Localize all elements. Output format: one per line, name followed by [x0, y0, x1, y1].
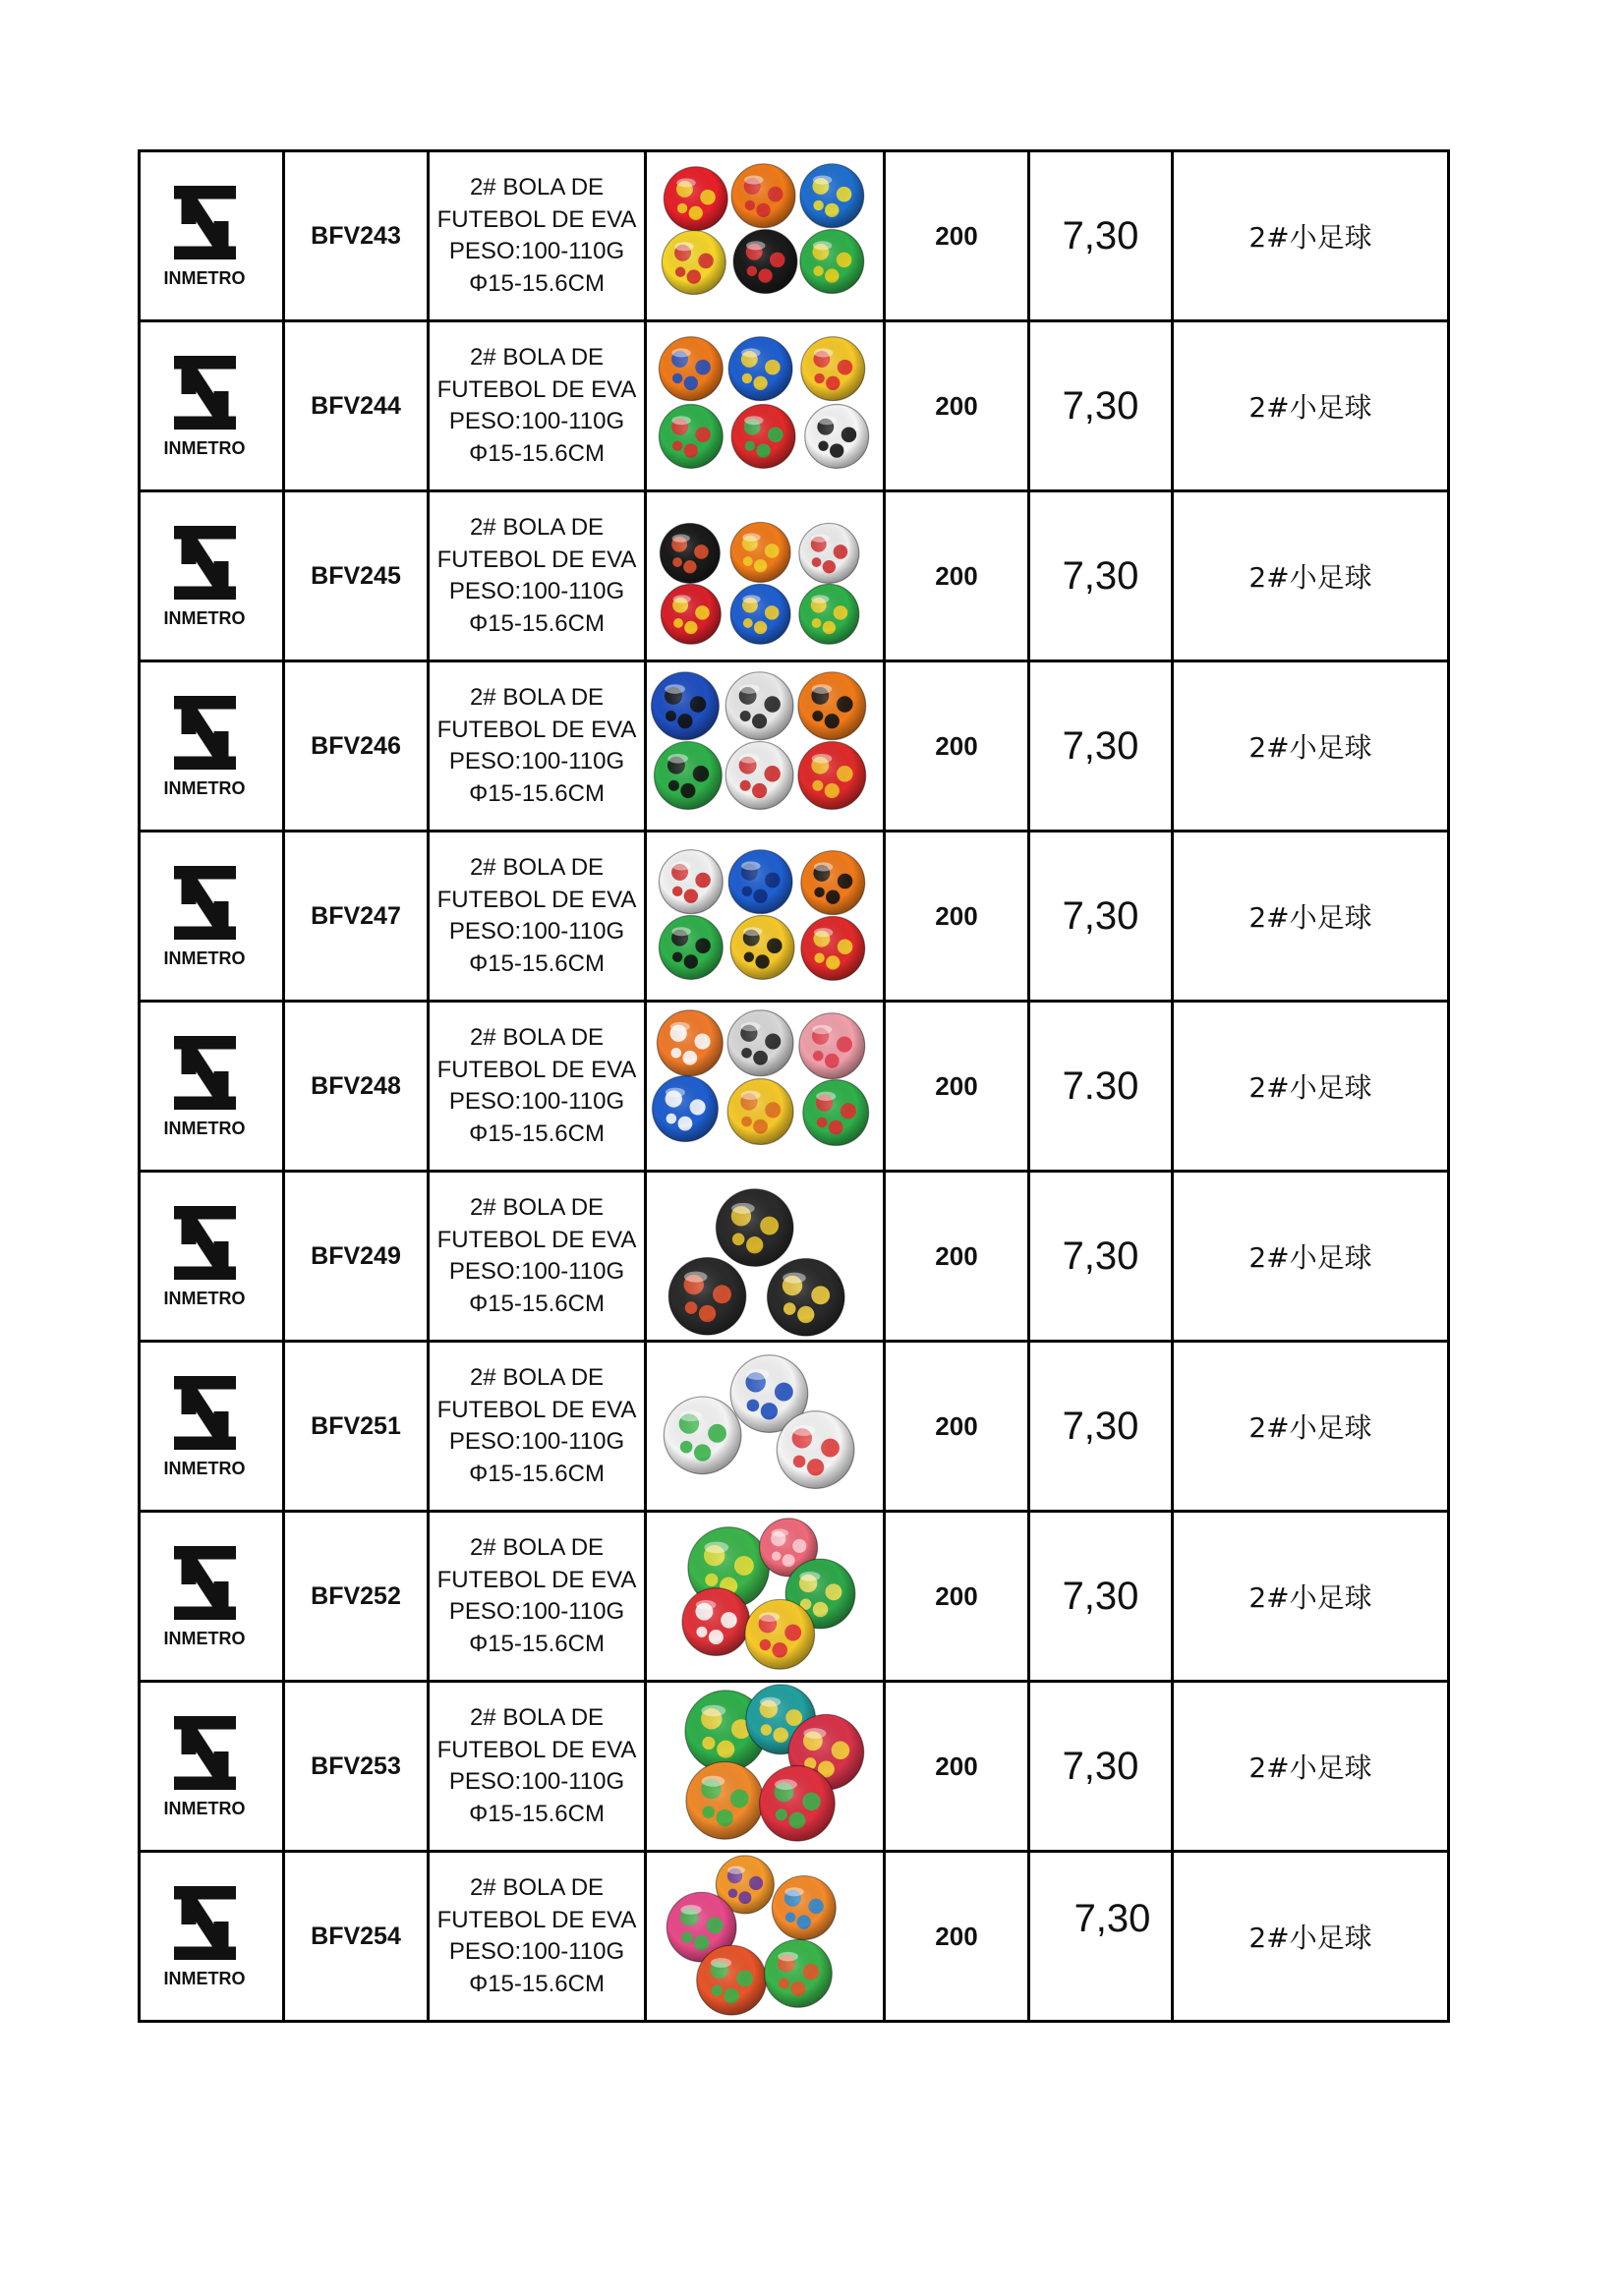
ball	[659, 405, 723, 469]
ball	[727, 1079, 793, 1145]
ball	[728, 337, 792, 401]
product-name-cn: 2#小足球	[1173, 1342, 1449, 1512]
description-line: Φ15-15.6CM	[469, 779, 605, 807]
certification-cell	[140, 1512, 284, 1682]
ball	[798, 742, 866, 810]
unit-price-cell	[1029, 151, 1173, 321]
unit-price: 7.30	[1062, 1063, 1139, 1108]
quantity: 200	[885, 1342, 1029, 1512]
product-photo	[647, 1343, 883, 1510]
inmetro-mark-icon	[174, 866, 236, 940]
ball	[682, 1588, 750, 1656]
certification-cell	[140, 1682, 284, 1852]
product-row	[140, 1682, 1449, 1852]
inmetro-mark-icon	[174, 186, 236, 259]
product-code: BFV246	[284, 661, 429, 832]
product-photo	[647, 492, 883, 660]
product-description	[429, 1342, 646, 1512]
ball	[800, 164, 864, 228]
product-name-cn: 2#小足球	[1173, 661, 1449, 832]
product-code: BFV247	[284, 832, 429, 1002]
quantity: 200	[885, 1002, 1029, 1172]
product-row	[140, 1172, 1449, 1342]
unit-price-cell	[1029, 1852, 1173, 2022]
description-line: PESO:100-110G	[448, 918, 625, 945]
inmetro-logo	[141, 1206, 282, 1307]
description-line: PESO:100-110G	[448, 1938, 625, 1965]
description-line: 2# BOLA DE	[469, 1874, 605, 1901]
product-code: BFV245	[284, 491, 429, 661]
description-line: PESO:100-110G	[448, 578, 625, 604]
description-line: PESO:100-110G	[448, 1768, 625, 1795]
description-line: 2# BOLA DE	[469, 344, 605, 371]
description-line: 2# BOLA DE	[469, 1534, 605, 1561]
ball	[801, 916, 865, 980]
inmetro-logo-text: INMETRO	[163, 947, 246, 968]
product-photo	[647, 152, 883, 319]
description-line: FUTEBOL DE EVA	[436, 1736, 637, 1763]
ball	[716, 1189, 793, 1267]
unit-price-cell	[1029, 1172, 1173, 1342]
inmetro-logo-text: INMETRO	[163, 1628, 246, 1648]
ball	[760, 1766, 836, 1842]
ball	[767, 1258, 844, 1336]
ball	[657, 1010, 723, 1076]
quantity: 200	[885, 491, 1029, 661]
ball	[664, 1397, 741, 1474]
product-code: BFV249	[284, 1172, 429, 1342]
unit-price: 7,30	[1062, 553, 1139, 598]
ball	[805, 405, 869, 469]
unit-price: 7,30	[1062, 1744, 1139, 1788]
product-photo-cell	[646, 1852, 885, 2022]
product-code: BFV248	[284, 1002, 429, 1172]
product-description	[429, 832, 646, 1002]
product-photo-cell	[646, 1172, 885, 1342]
description-line: PESO:100-110G	[448, 748, 625, 775]
description-line: FUTEBOL DE EVA	[436, 1226, 637, 1253]
inmetro-logo	[141, 1546, 282, 1647]
quantity: 200	[885, 661, 1029, 832]
ball	[652, 672, 720, 740]
ball	[800, 230, 864, 294]
certification-cell	[140, 491, 284, 661]
description-line: FUTEBOL DE EVA	[436, 1566, 637, 1593]
product-description	[429, 1002, 646, 1172]
inmetro-logo	[141, 356, 282, 457]
product-name-cn: 2#小足球	[1173, 491, 1449, 661]
ball	[659, 337, 723, 401]
certification-cell	[140, 1172, 284, 1342]
product-photo-cell	[646, 1682, 885, 1852]
description-line: FUTEBOL DE EVA	[436, 886, 637, 913]
inmetro-logo-text: INMETRO	[163, 607, 246, 628]
description-line: 2# BOLA DE	[469, 174, 605, 201]
description-line: Φ15-15.6CM	[469, 1290, 605, 1317]
inmetro-logo	[141, 1716, 282, 1817]
ball	[765, 1939, 833, 2007]
description-line: PESO:100-110G	[448, 408, 625, 434]
ball	[730, 584, 790, 644]
inmetro-mark-icon	[174, 1546, 236, 1620]
description-line: 2# BOLA DE	[469, 514, 605, 541]
quantity: 200	[885, 151, 1029, 321]
product-name-cn: 2#小足球	[1173, 832, 1449, 1002]
ball	[730, 522, 790, 582]
inmetro-logo-text: INMETRO	[163, 1798, 246, 1818]
description-line: Φ15-15.6CM	[469, 1970, 605, 1997]
ball	[799, 1013, 865, 1079]
product-description	[429, 491, 646, 661]
certification-cell	[140, 1342, 284, 1512]
product-code: BFV252	[284, 1512, 429, 1682]
inmetro-logo-text: INMETRO	[163, 267, 246, 288]
inmetro-logo-text: INMETRO	[163, 1968, 246, 1988]
product-photo-cell	[646, 1512, 885, 1682]
unit-price: 7,30	[1062, 383, 1139, 428]
inmetro-mark-icon	[174, 526, 236, 600]
product-photo	[647, 662, 883, 830]
quantity: 200	[885, 832, 1029, 1002]
product-photo-cell	[646, 151, 885, 321]
ball	[730, 916, 794, 980]
inmetro-logo-text: INMETRO	[163, 1288, 246, 1308]
product-description	[429, 1512, 646, 1682]
product-description	[429, 1852, 646, 2022]
ball	[659, 916, 723, 980]
inmetro-mark-icon	[174, 1716, 236, 1790]
product-photo	[647, 322, 883, 489]
product-photo	[647, 1513, 883, 1680]
inmetro-mark-icon	[174, 1036, 236, 1110]
product-description	[429, 151, 646, 321]
unit-price-cell	[1029, 661, 1173, 832]
ball	[727, 1010, 793, 1076]
description-line: Φ15-15.6CM	[469, 949, 605, 977]
product-code: BFV244	[284, 321, 429, 491]
inmetro-logo	[141, 1376, 282, 1477]
product-row	[140, 1512, 1449, 1682]
quantity: 200	[885, 1172, 1029, 1342]
product-photo	[647, 1173, 883, 1340]
description-line: PESO:100-110G	[448, 1428, 625, 1455]
description-line: 2# BOLA DE	[469, 684, 605, 711]
product-photo-cell	[646, 1002, 885, 1172]
unit-price: 7,30	[1062, 213, 1139, 258]
description-line: FUTEBOL DE EVA	[436, 1906, 637, 1933]
ball	[725, 672, 793, 740]
product-code: BFV251	[284, 1342, 429, 1512]
ball	[733, 230, 797, 294]
description-line: Φ15-15.6CM	[469, 439, 605, 467]
unit-price-cell	[1029, 491, 1173, 661]
product-photo-cell	[646, 832, 885, 1002]
quantity: 200	[885, 1852, 1029, 2022]
product-code: BFV254	[284, 1852, 429, 2022]
ball	[728, 850, 792, 914]
description-line: PESO:100-110G	[448, 1088, 625, 1115]
description-line: Φ15-15.6CM	[469, 1630, 605, 1657]
ball	[662, 231, 725, 295]
product-table-body	[140, 151, 1449, 2022]
product-photo-cell	[646, 491, 885, 661]
description-line: FUTEBOL DE EVA	[436, 1056, 637, 1083]
product-photo	[647, 1853, 883, 2020]
inmetro-logo	[141, 1886, 282, 1987]
certification-cell	[140, 1002, 284, 1172]
ball	[801, 851, 865, 915]
product-row	[140, 1852, 1449, 2022]
ball	[798, 672, 866, 740]
description-line: 2# BOLA DE	[469, 854, 605, 881]
ball	[799, 584, 859, 644]
product-name-cn: 2#小足球	[1173, 1682, 1449, 1852]
ball	[731, 164, 795, 228]
unit-price-cell	[1029, 1682, 1173, 1852]
certification-cell	[140, 832, 284, 1002]
description-line: FUTEBOL DE EVA	[436, 716, 637, 743]
product-code: BFV243	[284, 151, 429, 321]
quantity: 200	[885, 1682, 1029, 1852]
product-code: BFV253	[284, 1682, 429, 1852]
certification-cell	[140, 1852, 284, 2022]
product-row	[140, 151, 1449, 321]
inmetro-mark-icon	[174, 1376, 236, 1450]
inmetro-logo-text: INMETRO	[163, 777, 246, 798]
ball	[777, 1411, 854, 1489]
inmetro-logo	[141, 186, 282, 287]
description-line: Φ15-15.6CM	[469, 269, 605, 297]
certification-cell	[140, 321, 284, 491]
ball	[660, 523, 720, 583]
inmetro-logo-text: INMETRO	[163, 437, 246, 458]
quantity: 200	[885, 321, 1029, 491]
inmetro-logo-text: INMETRO	[163, 1118, 246, 1138]
product-name-cn: 2#小足球	[1173, 151, 1449, 321]
description-line: Φ15-15.6CM	[469, 1800, 605, 1827]
product-name-cn: 2#小足球	[1173, 1172, 1449, 1342]
ball	[668, 1257, 746, 1335]
product-photo	[647, 1683, 883, 1850]
ball	[686, 1762, 764, 1840]
product-row	[140, 832, 1449, 1002]
description-line: PESO:100-110G	[448, 238, 625, 264]
product-description	[429, 321, 646, 491]
ball	[664, 167, 727, 231]
product-row	[140, 1002, 1449, 1172]
product-row	[140, 491, 1449, 661]
product-description	[429, 1172, 646, 1342]
unit-price-cell	[1029, 832, 1173, 1002]
product-name-cn: 2#小足球	[1173, 1002, 1449, 1172]
description-line: 2# BOLA DE	[469, 1364, 605, 1391]
unit-price-cell	[1029, 1002, 1173, 1172]
ball	[653, 1076, 719, 1142]
unit-price: 7,30	[1062, 1574, 1139, 1618]
ball	[731, 405, 795, 469]
unit-price: 7,30	[1062, 1404, 1139, 1448]
unit-price-cell	[1029, 1342, 1173, 1512]
product-row	[140, 661, 1449, 832]
ball	[661, 584, 721, 644]
description-line: FUTEBOL DE EVA	[436, 205, 637, 233]
product-description	[429, 661, 646, 832]
product-photo	[647, 832, 883, 1000]
certification-cell	[140, 661, 284, 832]
unit-price: 7,30	[1073, 1896, 1151, 1940]
description-line: PESO:100-110G	[448, 1598, 625, 1625]
product-photo-cell	[646, 661, 885, 832]
product-name-cn: 2#小足球	[1173, 321, 1449, 491]
ball	[745, 1599, 815, 1669]
product-photo	[647, 1003, 883, 1170]
product-photo-cell	[646, 1342, 885, 1512]
ball	[799, 523, 859, 583]
inmetro-mark-icon	[174, 356, 236, 430]
inmetro-logo-text: INMETRO	[163, 1458, 246, 1478]
inmetro-logo	[141, 866, 282, 967]
ball	[725, 742, 793, 810]
ball	[654, 742, 722, 810]
product-table	[138, 149, 1450, 2023]
description-line: 2# BOLA DE	[469, 1704, 605, 1731]
product-name-cn: 2#小足球	[1173, 1852, 1449, 2022]
ball	[772, 1876, 836, 1940]
ball	[803, 1080, 869, 1146]
description-line: 2# BOLA DE	[469, 1024, 605, 1051]
description-line: PESO:100-110G	[448, 1258, 625, 1285]
ball	[801, 337, 865, 401]
description-line: 2# BOLA DE	[469, 1194, 605, 1221]
product-description	[429, 1682, 646, 1852]
inmetro-mark-icon	[174, 1206, 236, 1280]
description-line: FUTEBOL DE EVA	[436, 545, 637, 573]
description-line: FUTEBOL DE EVA	[436, 375, 637, 403]
description-line: Φ15-15.6CM	[469, 1460, 605, 1487]
unit-price-cell	[1029, 1512, 1173, 1682]
description-line: Φ15-15.6CM	[469, 609, 605, 637]
unit-price-cell	[1029, 321, 1173, 491]
inmetro-logo	[141, 696, 282, 797]
inmetro-logo	[141, 1036, 282, 1137]
ball	[697, 1945, 767, 2015]
product-name-cn: 2#小足球	[1173, 1512, 1449, 1682]
inmetro-mark-icon	[174, 1886, 236, 1960]
certification-cell	[140, 151, 284, 321]
unit-price: 7,30	[1062, 723, 1139, 768]
product-row	[140, 321, 1449, 491]
inmetro-logo	[141, 526, 282, 627]
product-photo-cell	[646, 321, 885, 491]
description-line: Φ15-15.6CM	[469, 1119, 605, 1147]
unit-price: 7,30	[1062, 1234, 1139, 1278]
description-line: FUTEBOL DE EVA	[436, 1396, 637, 1423]
quantity: 200	[885, 1512, 1029, 1682]
product-row	[140, 1342, 1449, 1512]
unit-price: 7,30	[1062, 893, 1139, 938]
inmetro-mark-icon	[174, 696, 236, 770]
ball	[659, 850, 723, 914]
